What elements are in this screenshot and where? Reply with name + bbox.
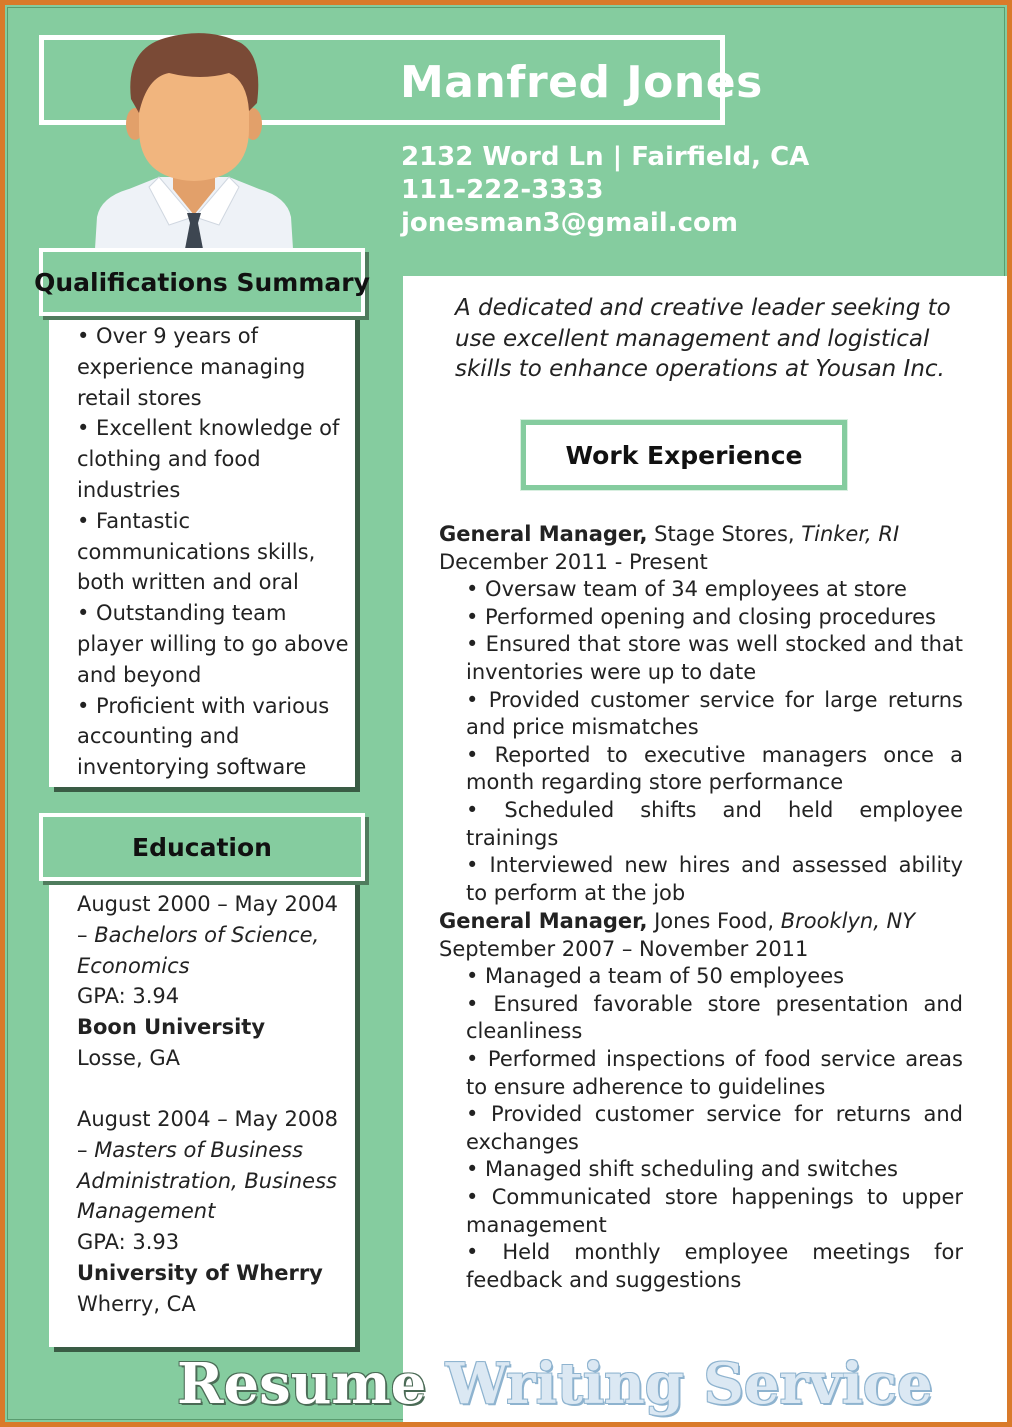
- education-heading: Education: [39, 813, 365, 881]
- list-item: • Fantastic communications skills, both written and oral: [77, 508, 316, 595]
- list-item: • Provided customer service for large returns and price mismatches: [466, 687, 963, 740]
- education-dates-degree: [77, 1104, 349, 1227]
- phone-line: 111-222-3333: [401, 175, 604, 205]
- job-dates: December 2011 - Present: [439, 549, 708, 574]
- list-item: • Performed inspections of food service areas to ensure adherence to guidelines: [466, 1046, 963, 1099]
- job-location: Brooklyn, NY: [780, 909, 916, 933]
- list-item: • Reported to executive managers once a month regarding store performance: [466, 742, 963, 795]
- job-role: General Manager,: [439, 909, 648, 933]
- list-item: • Interviewed new hires and assessed ability to perform at the job: [466, 853, 963, 905]
- education-entry: [77, 1104, 349, 1320]
- education-gpa: GPA: 3.93: [77, 1230, 180, 1255]
- list-item: • Proficient with various accounting and inventorying software: [77, 693, 330, 780]
- job-entry: [439, 521, 963, 907]
- education-school: Boon University: [77, 1015, 266, 1040]
- list-item: • Managed shift scheduling and switches: [466, 1157, 898, 1182]
- job-company: Jones Food,: [654, 909, 775, 933]
- list-item: • Scheduled shifts and held employee trainings: [466, 797, 963, 850]
- list-item: • Managed a team of 50 employees: [466, 964, 845, 989]
- watermark-word-2: Writing Service: [445, 1351, 933, 1417]
- education-dates-degree: [77, 889, 349, 981]
- job-role: General Manager,: [439, 522, 648, 546]
- list-item: • Performed opening and closing procedures: [466, 604, 936, 629]
- education-degree: Masters of Business Administration, Business Management: [77, 1137, 337, 1224]
- education-school: University of Wherry: [77, 1260, 323, 1285]
- list-item: • Outstanding team player willing to go above and beyond: [77, 601, 349, 687]
- education-gpa: GPA: 3.94: [77, 984, 180, 1009]
- list-item: • Held monthly employee meetings for feedback and suggestions: [466, 1240, 963, 1292]
- list-item: • Over 9 years of experience managing retail stores: [77, 324, 306, 410]
- list-item: • Excellent knowledge of clothing and food industries: [77, 416, 340, 502]
- education-dates: August 2000 – May 2004 –: [77, 892, 338, 947]
- list-item: • Provided customer service for returns and exchanges: [466, 1102, 963, 1154]
- work-experience-heading: Work Experience: [521, 420, 847, 490]
- avatar-icon: [89, 29, 299, 249]
- list-item: • Communicated store happenings to upper management: [466, 1184, 963, 1237]
- list-item: • Ensured favorable store presentation and cleanliness: [466, 991, 963, 1044]
- job-dates: September 2007 – November 2011: [439, 936, 809, 961]
- contact-block: [401, 141, 809, 240]
- candidate-name: Manfred Jones: [400, 57, 763, 108]
- address-line: 2132 Word Ln | Fairfield, CA: [401, 142, 810, 172]
- education-location: Losse, GA: [77, 1045, 180, 1070]
- job-title-line: [439, 521, 963, 549]
- job-title-line: [439, 908, 963, 936]
- job-bullets: [466, 576, 963, 907]
- job-company: Stage Stores,: [654, 522, 795, 546]
- education-degree: Bachelors of Science, Economics: [77, 922, 320, 978]
- education-entry: [77, 889, 349, 1074]
- email-line: jonesman3@gmail.com: [401, 208, 738, 238]
- job-location: Tinker, RI: [801, 522, 900, 546]
- education-dates: August 2004 – May 2008 –: [77, 1107, 338, 1162]
- objective-statement: A dedicated and creative leader seeking to use excellent management and logistical skills to enhance operations at Yousan Inc.: [455, 295, 951, 382]
- watermark-word-1: Resume: [177, 1351, 427, 1417]
- qualifications-heading: Qualifications Summary: [39, 248, 365, 316]
- list-item: • Oversaw team of 34 employees at store: [466, 577, 907, 602]
- list-item: • Ensured that store was well stocked and that inventories were up to date: [466, 632, 963, 684]
- education-location: Wherry, CA: [77, 1291, 196, 1316]
- watermark-text: [177, 1351, 933, 1417]
- qualifications-list: [77, 321, 349, 783]
- job-bullets: [466, 963, 963, 1294]
- job-entry: [439, 908, 963, 1294]
